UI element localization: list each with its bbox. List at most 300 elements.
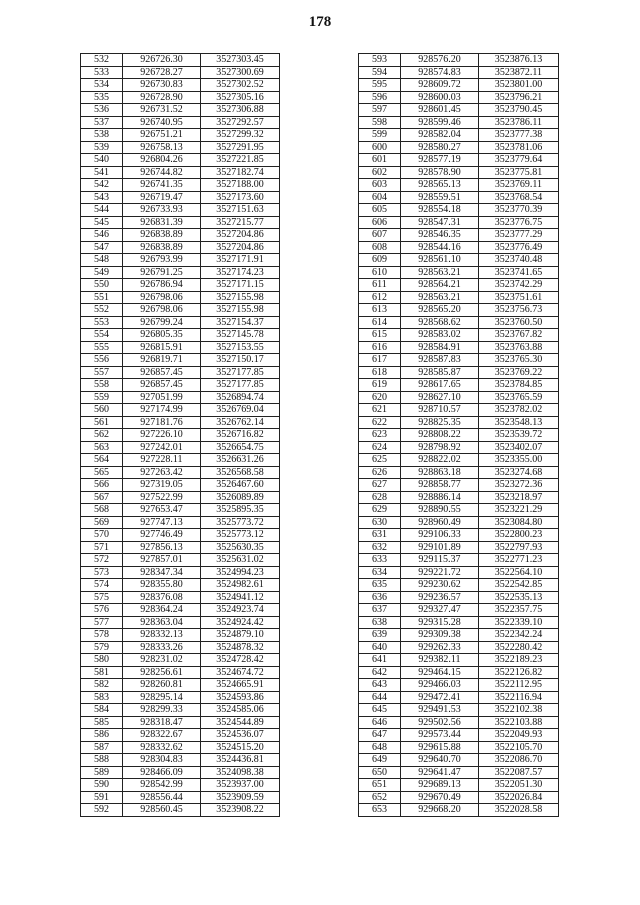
table-row bbox=[359, 541, 559, 554]
table-row bbox=[359, 79, 559, 92]
point-number-cell: 604 bbox=[359, 191, 401, 204]
table-row bbox=[81, 716, 280, 729]
x-coordinate-cell: 928601.45 bbox=[401, 104, 479, 117]
table-row bbox=[81, 616, 280, 629]
table-row bbox=[81, 279, 280, 292]
point-number-cell: 581 bbox=[81, 666, 123, 679]
point-number-cell: 607 bbox=[359, 229, 401, 242]
x-coordinate-cell: 929491.53 bbox=[401, 704, 479, 717]
y-coordinate-cell: 3522342.24 bbox=[479, 629, 559, 642]
point-number-cell: 560 bbox=[81, 404, 123, 417]
y-coordinate-cell: 3524536.07 bbox=[201, 729, 280, 742]
x-coordinate-cell: 928583.02 bbox=[401, 329, 479, 342]
table-row bbox=[359, 679, 559, 692]
point-number-cell: 634 bbox=[359, 566, 401, 579]
table-row bbox=[81, 79, 280, 92]
x-coordinate-cell: 928587.83 bbox=[401, 354, 479, 367]
table-row bbox=[359, 741, 559, 754]
table-row bbox=[359, 204, 559, 217]
table-row bbox=[359, 154, 559, 167]
y-coordinate-cell: 3523777.38 bbox=[479, 129, 559, 142]
x-coordinate-cell: 928960.49 bbox=[401, 516, 479, 529]
x-coordinate-cell: 929327.47 bbox=[401, 604, 479, 617]
y-coordinate-cell: 3523801.00 bbox=[479, 79, 559, 92]
x-coordinate-cell: 928299.33 bbox=[123, 704, 201, 717]
point-number-cell: 551 bbox=[81, 291, 123, 304]
y-coordinate-cell: 3523776.75 bbox=[479, 216, 559, 229]
x-coordinate-cell: 928617.65 bbox=[401, 379, 479, 392]
point-number-cell: 572 bbox=[81, 554, 123, 567]
x-coordinate-cell: 928559.51 bbox=[401, 191, 479, 204]
point-number-cell: 619 bbox=[359, 379, 401, 392]
x-coordinate-cell: 926838.89 bbox=[123, 241, 201, 254]
table-row bbox=[359, 279, 559, 292]
x-coordinate-cell: 928890.55 bbox=[401, 504, 479, 517]
point-number-cell: 627 bbox=[359, 479, 401, 492]
y-coordinate-cell: 3523402.07 bbox=[479, 441, 559, 454]
point-number-cell: 552 bbox=[81, 304, 123, 317]
x-coordinate-cell: 928563.21 bbox=[401, 266, 479, 279]
point-number-cell: 639 bbox=[359, 629, 401, 642]
y-coordinate-cell: 3524665.91 bbox=[201, 679, 280, 692]
table-row bbox=[359, 379, 559, 392]
table-row bbox=[359, 766, 559, 779]
x-coordinate-cell: 929262.33 bbox=[401, 641, 479, 654]
x-coordinate-cell: 928556.44 bbox=[123, 791, 201, 804]
point-number-cell: 603 bbox=[359, 179, 401, 192]
x-coordinate-cell: 927319.05 bbox=[123, 479, 201, 492]
point-number-cell: 574 bbox=[81, 579, 123, 592]
x-coordinate-cell: 928710.57 bbox=[401, 404, 479, 417]
point-number-cell: 616 bbox=[359, 341, 401, 354]
table-row bbox=[359, 466, 559, 479]
point-number-cell: 571 bbox=[81, 541, 123, 554]
point-number-cell: 580 bbox=[81, 654, 123, 667]
point-number-cell: 536 bbox=[81, 104, 123, 117]
table-row bbox=[359, 191, 559, 204]
point-number-cell: 643 bbox=[359, 679, 401, 692]
x-coordinate-cell: 928546.35 bbox=[401, 229, 479, 242]
table-row bbox=[81, 291, 280, 304]
point-number-cell: 637 bbox=[359, 604, 401, 617]
table-row bbox=[359, 516, 559, 529]
x-coordinate-cell: 928260.81 bbox=[123, 679, 201, 692]
y-coordinate-cell: 3523084.80 bbox=[479, 516, 559, 529]
x-coordinate-cell: 926744.82 bbox=[123, 166, 201, 179]
x-coordinate-cell: 928600.03 bbox=[401, 91, 479, 104]
x-coordinate-cell: 929640.70 bbox=[401, 754, 479, 767]
point-number-cell: 565 bbox=[81, 466, 123, 479]
y-coordinate-cell: 3523782.02 bbox=[479, 404, 559, 417]
point-number-cell: 586 bbox=[81, 729, 123, 742]
table-row bbox=[359, 166, 559, 179]
point-number-cell: 548 bbox=[81, 254, 123, 267]
table-row bbox=[81, 179, 280, 192]
x-coordinate-cell: 928858.77 bbox=[401, 479, 479, 492]
y-coordinate-cell: 3527299.32 bbox=[201, 129, 280, 142]
table-row bbox=[359, 266, 559, 279]
x-coordinate-cell: 926798.06 bbox=[123, 304, 201, 317]
x-coordinate-cell: 928577.19 bbox=[401, 154, 479, 167]
y-coordinate-cell: 3523769.11 bbox=[479, 179, 559, 192]
table-row bbox=[359, 591, 559, 604]
point-number-cell: 611 bbox=[359, 279, 401, 292]
x-coordinate-cell: 929382.11 bbox=[401, 654, 479, 667]
y-coordinate-cell: 3523741.65 bbox=[479, 266, 559, 279]
y-coordinate-cell: 3527155.98 bbox=[201, 304, 280, 317]
point-number-cell: 599 bbox=[359, 129, 401, 142]
table-row bbox=[359, 491, 559, 504]
table-row bbox=[359, 104, 559, 117]
table-row bbox=[359, 429, 559, 442]
point-number-cell: 610 bbox=[359, 266, 401, 279]
x-coordinate-cell: 927051.99 bbox=[123, 391, 201, 404]
point-number-cell: 652 bbox=[359, 791, 401, 804]
x-coordinate-cell: 928863.18 bbox=[401, 466, 479, 479]
y-coordinate-cell: 3523777.29 bbox=[479, 229, 559, 242]
y-coordinate-cell: 3527154.37 bbox=[201, 316, 280, 329]
x-coordinate-cell: 928578.90 bbox=[401, 166, 479, 179]
x-coordinate-cell: 928584.91 bbox=[401, 341, 479, 354]
table-row bbox=[359, 91, 559, 104]
x-coordinate-cell: 926799.24 bbox=[123, 316, 201, 329]
table-row bbox=[359, 391, 559, 404]
x-coordinate-cell: 927747.13 bbox=[123, 516, 201, 529]
x-coordinate-cell: 927174.99 bbox=[123, 404, 201, 417]
table-row bbox=[81, 554, 280, 567]
table-row bbox=[81, 666, 280, 679]
table-row bbox=[81, 391, 280, 404]
x-coordinate-cell: 927857.01 bbox=[123, 554, 201, 567]
point-number-cell: 583 bbox=[81, 691, 123, 704]
x-coordinate-cell: 928332.13 bbox=[123, 629, 201, 642]
x-coordinate-cell: 929615.88 bbox=[401, 741, 479, 754]
y-coordinate-cell: 3523908.22 bbox=[201, 804, 280, 817]
point-number-cell: 605 bbox=[359, 204, 401, 217]
x-coordinate-cell: 928542.99 bbox=[123, 779, 201, 792]
y-coordinate-cell: 3522105.70 bbox=[479, 741, 559, 754]
point-number-cell: 590 bbox=[81, 779, 123, 792]
y-coordinate-cell: 3522028.58 bbox=[479, 804, 559, 817]
y-coordinate-cell: 3523790.45 bbox=[479, 104, 559, 117]
point-number-cell: 559 bbox=[81, 391, 123, 404]
table-row bbox=[359, 791, 559, 804]
y-coordinate-cell: 3523768.54 bbox=[479, 191, 559, 204]
y-coordinate-cell: 3522189.23 bbox=[479, 654, 559, 667]
y-coordinate-cell: 3523786.11 bbox=[479, 116, 559, 129]
table-row bbox=[81, 229, 280, 242]
table-row bbox=[81, 404, 280, 417]
y-coordinate-cell: 3526762.14 bbox=[201, 416, 280, 429]
x-coordinate-cell: 927181.76 bbox=[123, 416, 201, 429]
point-number-cell: 533 bbox=[81, 66, 123, 79]
y-coordinate-cell: 3526769.04 bbox=[201, 404, 280, 417]
y-coordinate-cell: 3523221.29 bbox=[479, 504, 559, 517]
table-row bbox=[81, 754, 280, 767]
x-coordinate-cell: 928554.18 bbox=[401, 204, 479, 217]
table-row bbox=[359, 54, 559, 67]
y-coordinate-cell: 3524674.72 bbox=[201, 666, 280, 679]
y-coordinate-cell: 3524098.38 bbox=[201, 766, 280, 779]
x-coordinate-cell: 928585.87 bbox=[401, 366, 479, 379]
coordinates-table-right-body bbox=[359, 54, 559, 817]
y-coordinate-cell: 3526654.75 bbox=[201, 441, 280, 454]
y-coordinate-cell: 3523548.13 bbox=[479, 416, 559, 429]
x-coordinate-cell: 929315.28 bbox=[401, 616, 479, 629]
point-number-cell: 648 bbox=[359, 741, 401, 754]
y-coordinate-cell: 3527145.78 bbox=[201, 329, 280, 342]
table-row bbox=[359, 404, 559, 417]
y-coordinate-cell: 3524994.23 bbox=[201, 566, 280, 579]
y-coordinate-cell: 3523776.49 bbox=[479, 241, 559, 254]
y-coordinate-cell: 3527188.00 bbox=[201, 179, 280, 192]
point-number-cell: 544 bbox=[81, 204, 123, 217]
point-number-cell: 618 bbox=[359, 366, 401, 379]
y-coordinate-cell: 3523765.59 bbox=[479, 391, 559, 404]
point-number-cell: 628 bbox=[359, 491, 401, 504]
point-number-cell: 535 bbox=[81, 91, 123, 104]
y-coordinate-cell: 3524436.81 bbox=[201, 754, 280, 767]
y-coordinate-cell: 3525631.02 bbox=[201, 554, 280, 567]
x-coordinate-cell: 927653.47 bbox=[123, 504, 201, 517]
table-row bbox=[81, 241, 280, 254]
point-number-cell: 630 bbox=[359, 516, 401, 529]
point-number-cell: 562 bbox=[81, 429, 123, 442]
table-row bbox=[359, 216, 559, 229]
point-number-cell: 600 bbox=[359, 141, 401, 154]
point-number-cell: 612 bbox=[359, 291, 401, 304]
x-coordinate-cell: 926728.27 bbox=[123, 66, 201, 79]
x-coordinate-cell: 926730.83 bbox=[123, 79, 201, 92]
point-number-cell: 537 bbox=[81, 116, 123, 129]
table-row bbox=[81, 504, 280, 517]
table-row bbox=[359, 416, 559, 429]
y-coordinate-cell: 3527151.63 bbox=[201, 204, 280, 217]
point-number-cell: 573 bbox=[81, 566, 123, 579]
y-coordinate-cell: 3522051.30 bbox=[479, 779, 559, 792]
x-coordinate-cell: 929502.56 bbox=[401, 716, 479, 729]
table-row bbox=[81, 641, 280, 654]
x-coordinate-cell: 929101.89 bbox=[401, 541, 479, 554]
point-number-cell: 577 bbox=[81, 616, 123, 629]
point-number-cell: 561 bbox=[81, 416, 123, 429]
point-number-cell: 547 bbox=[81, 241, 123, 254]
point-number-cell: 579 bbox=[81, 641, 123, 654]
x-coordinate-cell: 927856.13 bbox=[123, 541, 201, 554]
table-row bbox=[81, 191, 280, 204]
table-row bbox=[81, 491, 280, 504]
y-coordinate-cell: 3522357.75 bbox=[479, 604, 559, 617]
table-row bbox=[81, 741, 280, 754]
table-row bbox=[81, 254, 280, 267]
point-number-cell: 534 bbox=[81, 79, 123, 92]
x-coordinate-cell: 926793.99 bbox=[123, 254, 201, 267]
y-coordinate-cell: 3524879.10 bbox=[201, 629, 280, 642]
point-number-cell: 570 bbox=[81, 529, 123, 542]
table-row bbox=[81, 216, 280, 229]
y-coordinate-cell: 3522112.95 bbox=[479, 679, 559, 692]
x-coordinate-cell: 928376.08 bbox=[123, 591, 201, 604]
x-coordinate-cell: 926726.30 bbox=[123, 54, 201, 67]
y-coordinate-cell: 3527153.55 bbox=[201, 341, 280, 354]
y-coordinate-cell: 3525630.35 bbox=[201, 541, 280, 554]
table-row bbox=[81, 141, 280, 154]
point-number-cell: 542 bbox=[81, 179, 123, 192]
y-coordinate-cell: 3527204.86 bbox=[201, 241, 280, 254]
x-coordinate-cell: 928364.24 bbox=[123, 604, 201, 617]
table-row bbox=[359, 479, 559, 492]
y-coordinate-cell: 3527173.60 bbox=[201, 191, 280, 204]
y-coordinate-cell: 3527291.95 bbox=[201, 141, 280, 154]
y-coordinate-cell: 3527302.52 bbox=[201, 79, 280, 92]
y-coordinate-cell: 3526089.89 bbox=[201, 491, 280, 504]
point-number-cell: 597 bbox=[359, 104, 401, 117]
table-row bbox=[81, 729, 280, 742]
x-coordinate-cell: 928564.21 bbox=[401, 279, 479, 292]
table-row bbox=[81, 129, 280, 142]
x-coordinate-cell: 928363.04 bbox=[123, 616, 201, 629]
page-number: 178 bbox=[308, 14, 332, 30]
x-coordinate-cell: 929464.15 bbox=[401, 666, 479, 679]
point-number-cell: 620 bbox=[359, 391, 401, 404]
point-number-cell: 550 bbox=[81, 279, 123, 292]
y-coordinate-cell: 3523909.59 bbox=[201, 791, 280, 804]
point-number-cell: 558 bbox=[81, 379, 123, 392]
table-row bbox=[359, 229, 559, 242]
table-row bbox=[359, 554, 559, 567]
x-coordinate-cell: 926731.52 bbox=[123, 104, 201, 117]
point-number-cell: 546 bbox=[81, 229, 123, 242]
y-coordinate-cell: 3526894.74 bbox=[201, 391, 280, 404]
table-row bbox=[359, 354, 559, 367]
y-coordinate-cell: 3527150.17 bbox=[201, 354, 280, 367]
x-coordinate-cell: 928347.34 bbox=[123, 566, 201, 579]
table-row bbox=[359, 804, 559, 817]
point-number-cell: 635 bbox=[359, 579, 401, 592]
point-number-cell: 614 bbox=[359, 316, 401, 329]
y-coordinate-cell: 3527182.74 bbox=[201, 166, 280, 179]
table-row bbox=[81, 579, 280, 592]
x-coordinate-cell: 928560.45 bbox=[123, 804, 201, 817]
point-number-cell: 640 bbox=[359, 641, 401, 654]
y-coordinate-cell: 3527177.85 bbox=[201, 366, 280, 379]
x-coordinate-cell: 928599.46 bbox=[401, 116, 479, 129]
x-coordinate-cell: 926815.91 bbox=[123, 341, 201, 354]
table-row bbox=[359, 779, 559, 792]
x-coordinate-cell: 928332.62 bbox=[123, 741, 201, 754]
table-row bbox=[359, 604, 559, 617]
x-coordinate-cell: 928355.80 bbox=[123, 579, 201, 592]
point-number-cell: 631 bbox=[359, 529, 401, 542]
y-coordinate-cell: 3524923.74 bbox=[201, 604, 280, 617]
table-row bbox=[81, 691, 280, 704]
y-coordinate-cell: 3526716.82 bbox=[201, 429, 280, 442]
y-coordinate-cell: 3524941.12 bbox=[201, 591, 280, 604]
y-coordinate-cell: 3523767.82 bbox=[479, 329, 559, 342]
y-coordinate-cell: 3523763.88 bbox=[479, 341, 559, 354]
x-coordinate-cell: 927746.49 bbox=[123, 529, 201, 542]
x-coordinate-cell: 929641.47 bbox=[401, 766, 479, 779]
point-number-cell: 557 bbox=[81, 366, 123, 379]
table-row bbox=[81, 416, 280, 429]
table-row bbox=[359, 566, 559, 579]
x-coordinate-cell: 928886.14 bbox=[401, 491, 479, 504]
point-number-cell: 569 bbox=[81, 516, 123, 529]
table-row bbox=[81, 779, 280, 792]
x-coordinate-cell: 926719.47 bbox=[123, 191, 201, 204]
y-coordinate-cell: 3522535.13 bbox=[479, 591, 559, 604]
x-coordinate-cell: 929668.20 bbox=[401, 804, 479, 817]
y-coordinate-cell: 3527215.77 bbox=[201, 216, 280, 229]
x-coordinate-cell: 928627.10 bbox=[401, 391, 479, 404]
y-coordinate-cell: 3524924.42 bbox=[201, 616, 280, 629]
point-number-cell: 638 bbox=[359, 616, 401, 629]
y-coordinate-cell: 3523779.64 bbox=[479, 154, 559, 167]
point-number-cell: 594 bbox=[359, 66, 401, 79]
table-row bbox=[359, 616, 559, 629]
point-number-cell: 646 bbox=[359, 716, 401, 729]
x-coordinate-cell: 928322.67 bbox=[123, 729, 201, 742]
y-coordinate-cell: 3523756.73 bbox=[479, 304, 559, 317]
table-row bbox=[81, 429, 280, 442]
x-coordinate-cell: 928576.20 bbox=[401, 54, 479, 67]
point-number-cell: 539 bbox=[81, 141, 123, 154]
y-coordinate-cell: 3522339.10 bbox=[479, 616, 559, 629]
x-coordinate-cell: 926741.35 bbox=[123, 179, 201, 192]
y-coordinate-cell: 3527221.85 bbox=[201, 154, 280, 167]
x-coordinate-cell: 928574.83 bbox=[401, 66, 479, 79]
y-coordinate-cell: 3522800.23 bbox=[479, 529, 559, 542]
point-number-cell: 584 bbox=[81, 704, 123, 717]
point-number-cell: 568 bbox=[81, 504, 123, 517]
y-coordinate-cell: 3527174.23 bbox=[201, 266, 280, 279]
x-coordinate-cell: 928580.27 bbox=[401, 141, 479, 154]
y-coordinate-cell: 3523218.97 bbox=[479, 491, 559, 504]
y-coordinate-cell: 3523770.39 bbox=[479, 204, 559, 217]
x-coordinate-cell: 928466.09 bbox=[123, 766, 201, 779]
table-row bbox=[359, 66, 559, 79]
table-row bbox=[359, 641, 559, 654]
x-coordinate-cell: 927228.11 bbox=[123, 454, 201, 467]
table-row bbox=[81, 629, 280, 642]
point-number-cell: 623 bbox=[359, 429, 401, 442]
y-coordinate-cell: 3527305.16 bbox=[201, 91, 280, 104]
table-row bbox=[359, 316, 559, 329]
x-coordinate-cell: 929670.49 bbox=[401, 791, 479, 804]
y-coordinate-cell: 3523781.06 bbox=[479, 141, 559, 154]
table-row bbox=[81, 454, 280, 467]
point-number-cell: 615 bbox=[359, 329, 401, 342]
x-coordinate-cell: 929472.41 bbox=[401, 691, 479, 704]
table-row bbox=[81, 604, 280, 617]
x-coordinate-cell: 929466.03 bbox=[401, 679, 479, 692]
x-coordinate-cell: 927242.01 bbox=[123, 441, 201, 454]
x-coordinate-cell: 928582.04 bbox=[401, 129, 479, 142]
point-number-cell: 613 bbox=[359, 304, 401, 317]
table-row bbox=[359, 691, 559, 704]
point-number-cell: 592 bbox=[81, 804, 123, 817]
y-coordinate-cell: 3524515.20 bbox=[201, 741, 280, 754]
point-number-cell: 585 bbox=[81, 716, 123, 729]
x-coordinate-cell: 928609.72 bbox=[401, 79, 479, 92]
y-coordinate-cell: 3523272.36 bbox=[479, 479, 559, 492]
table-row bbox=[359, 254, 559, 267]
x-coordinate-cell: 928318.47 bbox=[123, 716, 201, 729]
point-number-cell: 553 bbox=[81, 316, 123, 329]
y-coordinate-cell: 3527292.57 bbox=[201, 116, 280, 129]
y-coordinate-cell: 3525895.35 bbox=[201, 504, 280, 517]
y-coordinate-cell: 3523751.61 bbox=[479, 291, 559, 304]
